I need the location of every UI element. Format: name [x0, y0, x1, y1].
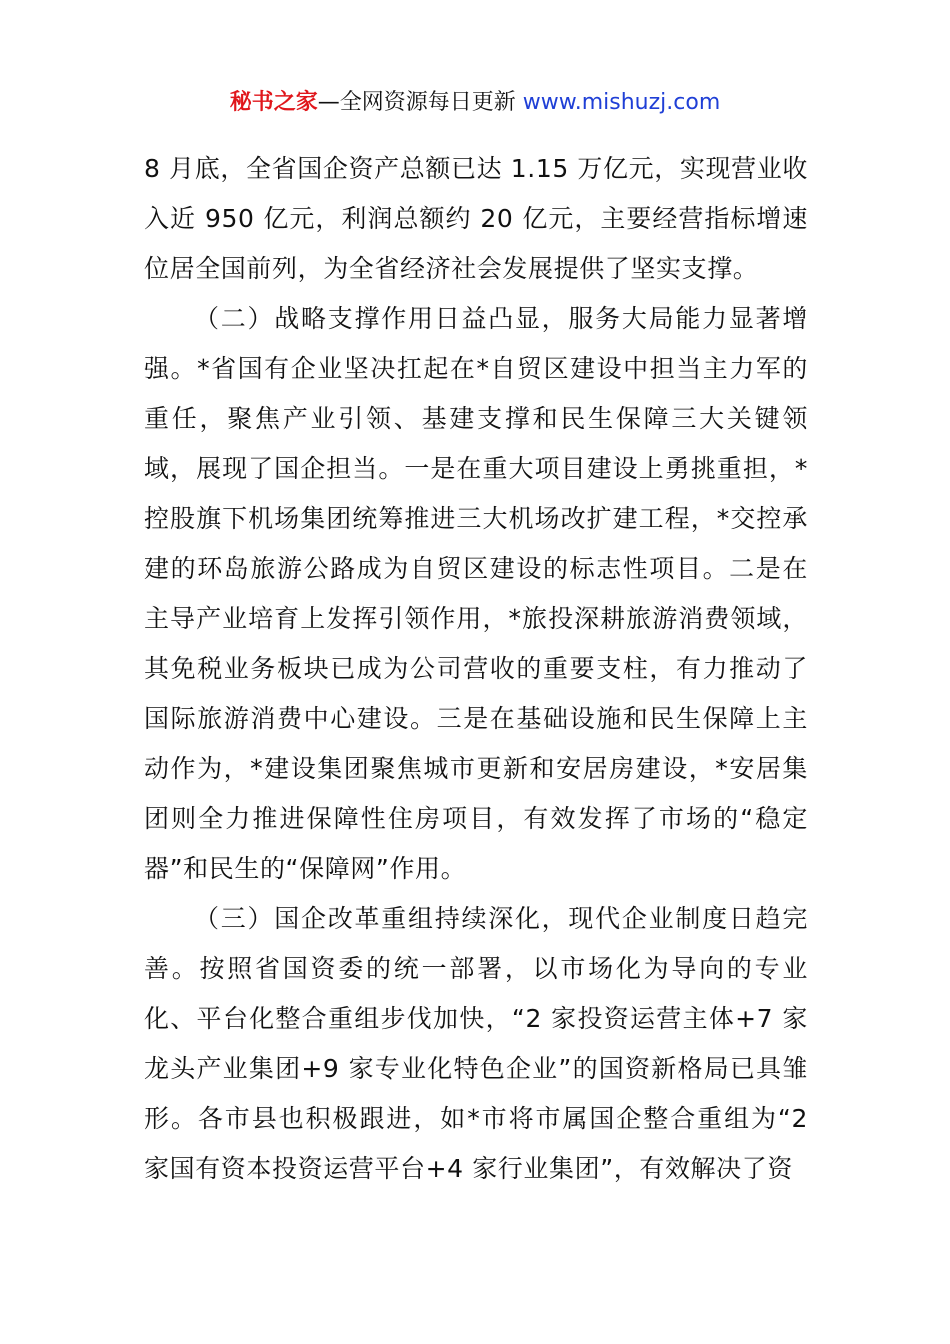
brand-name: 秘书之家	[229, 90, 318, 115]
header-tagline: —全网资源每日更新	[317, 90, 523, 115]
website-url[interactable]: www.mishuzj.com	[522, 90, 721, 115]
paragraph-section-three: （三）国企改革重组持续深化，现代企业制度日趋完善。按照省国资委的统一部署，以市场化为导向的专业化、平台化整合重组步伐加快，“2 家投资运营主体+7 家龙头产业集团+9 家专业化特色企业”的国资新格局已具雏形。各市县也积极跟进，如*市将市属国企整合重组为“2 家国有资本投资运营平台+4 家行业集团”，有效解决了资	[144, 904, 808, 1183]
paragraph-section-two: （二）战略支撑作用日益凸显，服务大局能力显著增强。*省国有企业坚决扛起在*自贸区建设中担当主力军的重任，聚焦产业引领、基建支撑和民生保障三大关键领域，展现了国企担当。一是在重大项目建设上勇挑重担，*控股旗下机场集团统筹推进三大机场改扩建工程，*交控承建的环岛旅游公路成为自贸区建设的标志性项目。二是在主导产业培育上发挥引领作用，*旅投深耕旅游消费领域，其免税业务板块已成为公司营收的重要支柱，有力推动了国际旅游消费中心建设。三是在基础设施和民生保障上主动作为，*建设集团聚焦城市更新和安居房建设，*安居集团则全力推进保障性住房项目，有效发挥了市场的“稳定器”和民生的“保障网”作用。	[144, 304, 808, 883]
paragraph-continued: 8 月底，全省国企资产总额已达 1.15 万亿元，实现营业收入近 950 亿元，利润总额约 20 亿元，主要经营指标增速位居全国前列，为全省经济社会发展提供了坚实支撑。	[144, 154, 808, 283]
document-body	[144, 144, 808, 1194]
page-header	[0, 86, 950, 120]
